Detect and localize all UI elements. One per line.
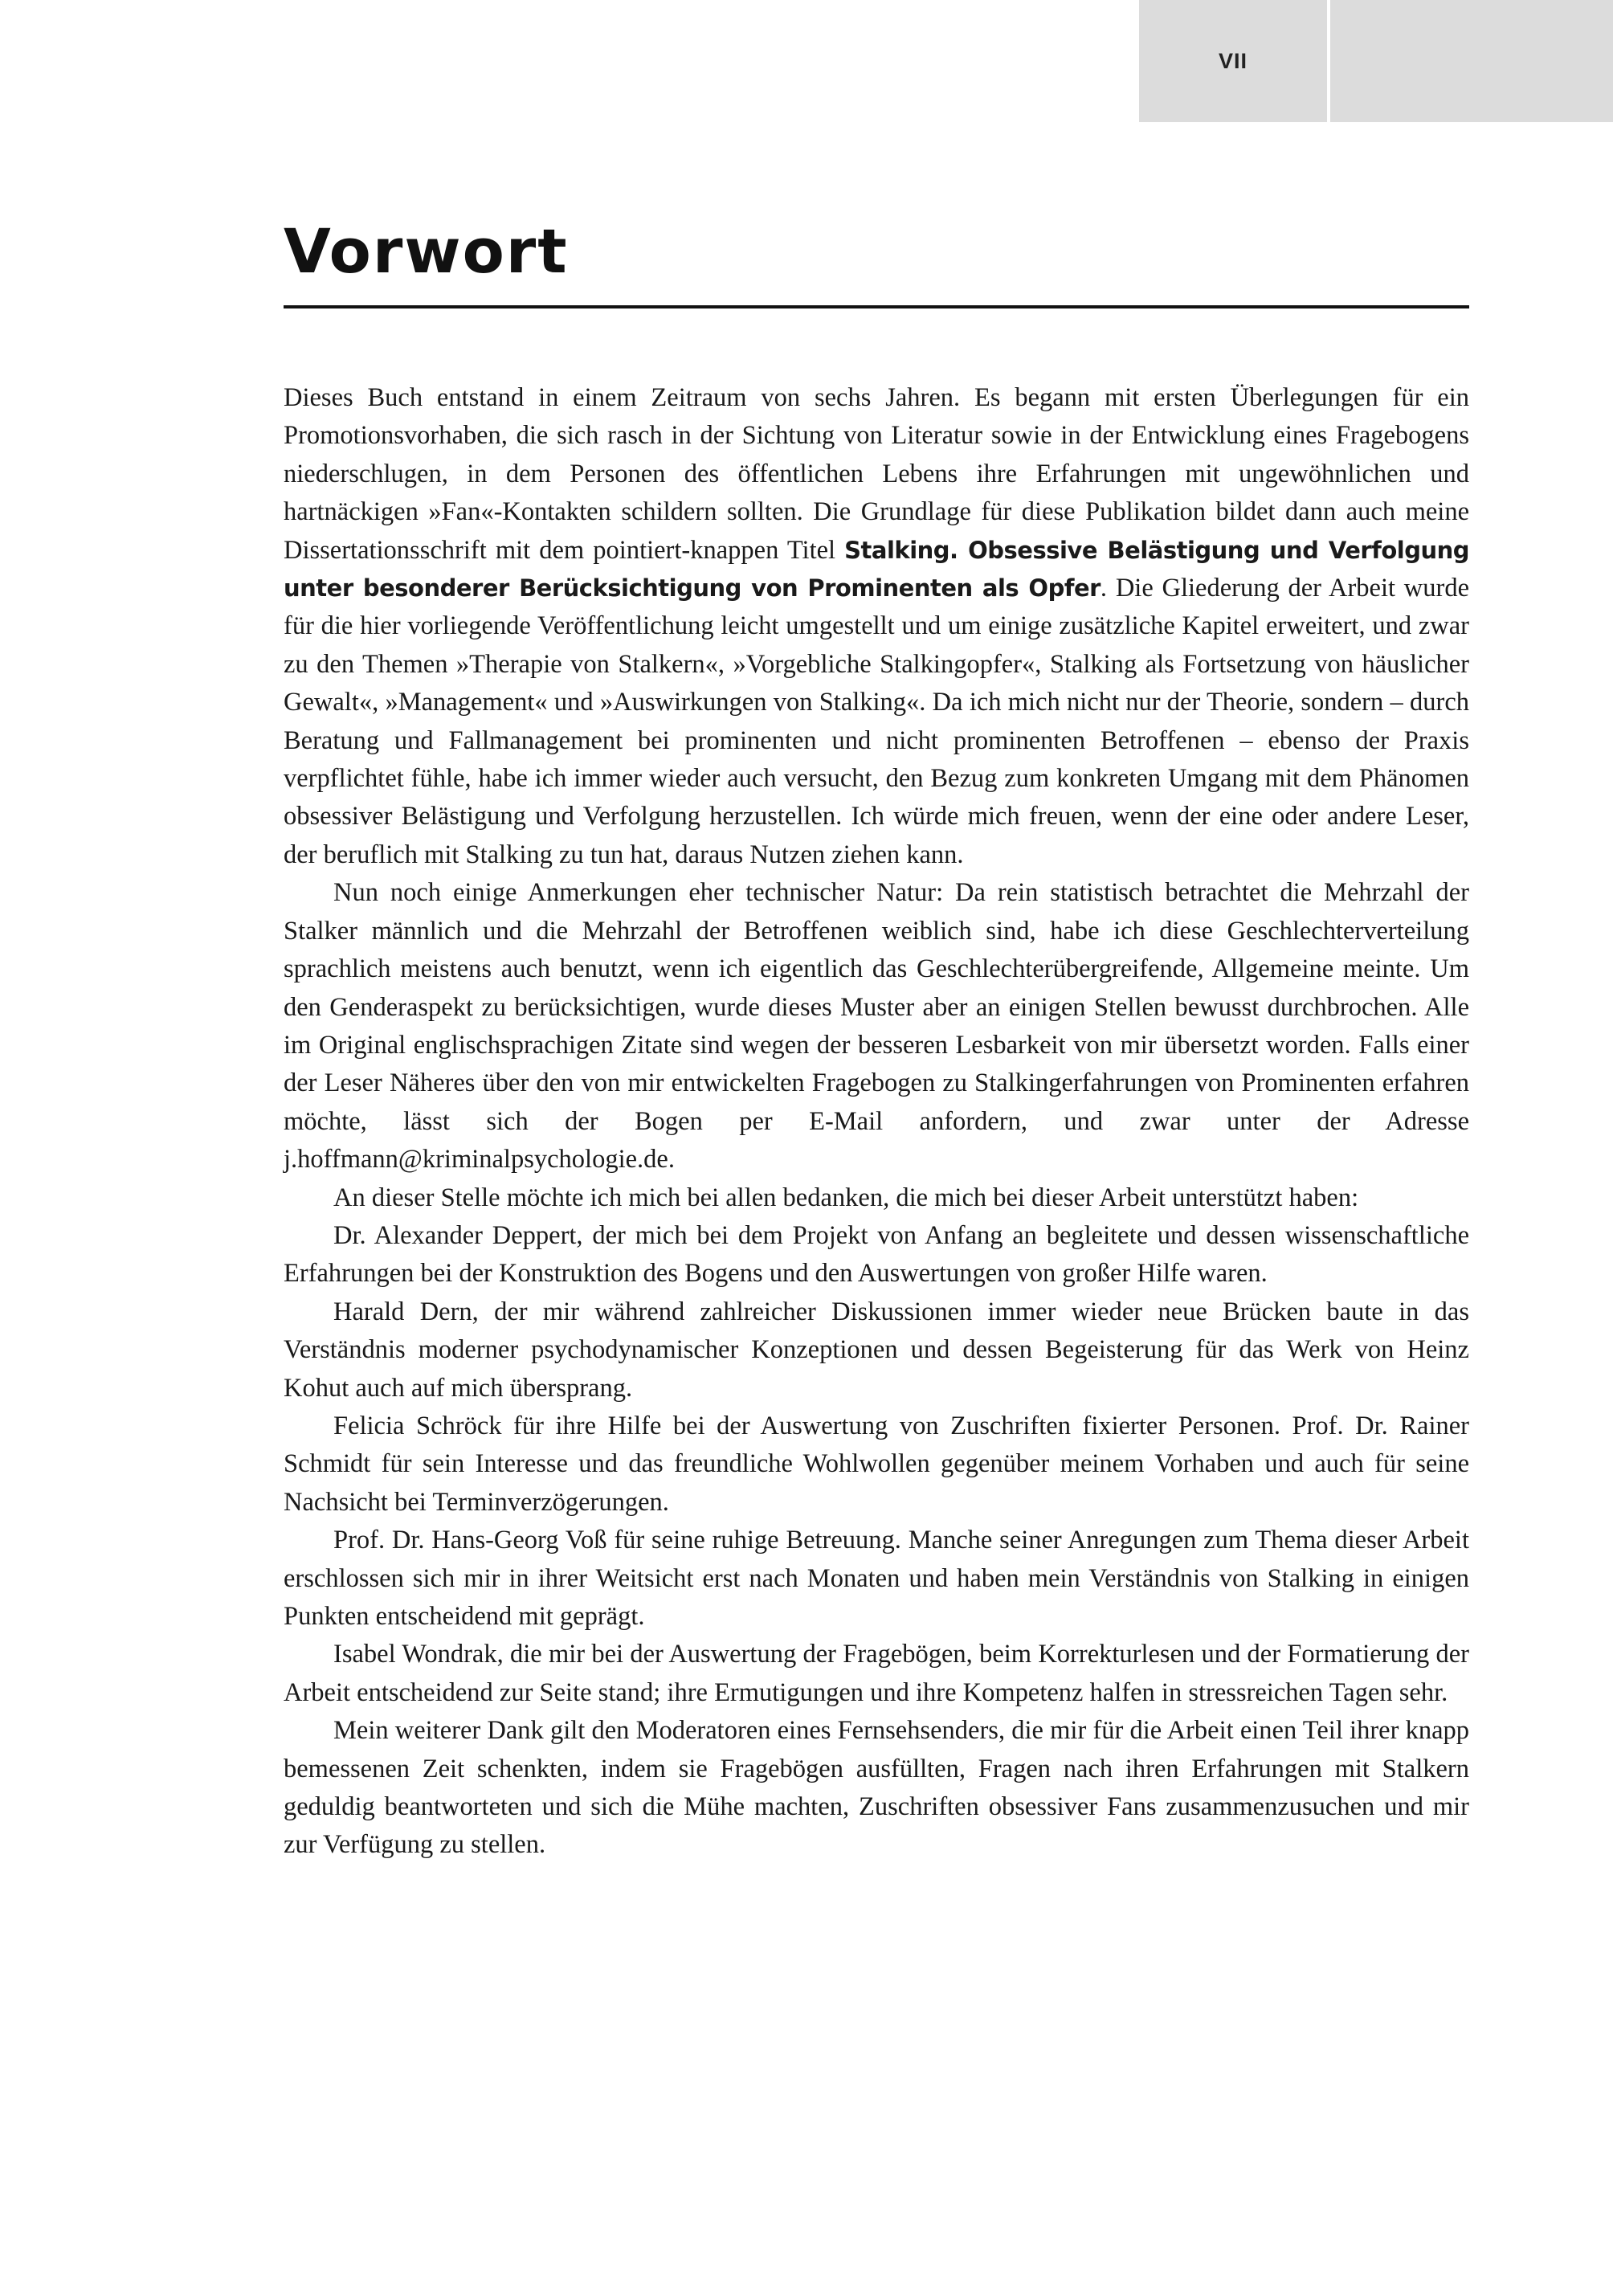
paragraph-thanks-schroeck-schmidt: Felicia Schröck für ihre Hilfe bei der Auswertung von Zuschriften fixierter Personen. Prof. Dr. Rainer Schmidt für sein Interesse und das freundliche Wohlwollen gegenüber meinem Vorhaben und auch für seine Nachsicht bei Terminverzögerungen. <box>284 1411 1469 1517</box>
paragraph-thanks-intro: An dieser Stelle möchte ich mich bei allen bedanken, die mich bei dieser Arbeit unterstützt haben: <box>333 1183 1359 1212</box>
intro-text-part1: Dieses Buch entstand in einem Zeitraum von sechs Jahren. Es begann mit ersten Überlegungen für ein Promotionsvorhaben, die sich rasch in der Sichtung von Literatur sowie in der Entwicklung eines Fragebogens niederschlugen, in dem Personen des öffentlichen Lebens ihre Erfahrungen mit ungewöhnlichen und hartnäckigen »Fan«-Kontakten schildern sollten. Die Grundlage für diese Publikation bildet dann auch meine Dissertationsschrift mit dem pointiert-knappen Titel <box>284 383 1469 565</box>
paragraph-thanks-wondrak: Isabel Wondrak, die mir bei der Auswertung der Fragebögen, beim Korrekturlesen und der Formatierung der Arbeit entscheidend zur Seite stand; ihre Ermutigungen und ihre Kompetenz halfen in stressreichen Tagen sehr. <box>284 1640 1469 1707</box>
book-title: Stalking. Obsessive Belästigung und Verfolgung unter besonderer Berücksichtigung von Prominenten als Opfer <box>284 536 1470 603</box>
paragraph-technical-notes: Nun noch einige Anmerkungen eher technischer Natur: Da rein statistisch betrachtet die Mehrzahl der Stalker männlich und die Mehrzahl der Betroffenen weiblich sind, habe ich diese Geschlechterverteilung sprachlich meistens auch benutzt, wenn ich eigentlich das Geschlechterübergreifende, Allgemeine meinte. Um den Genderaspekt zu berücksichtigen, wurde dieses Muster aber an einigen Stellen bewusst durchbrochen. Alle im Original englischsprachigen Zitate sind wegen der besseren Lesbarkeit von mir übersetzt worden. Falls einer der Leser Näheres über den von mir entwickelten Fragebogen zu Stalkingerfahrungen von Prominenten erfahren möchte, lässt sich der Bogen per E-Mail anfordern, und zwar unter der Adresse j.hoffmann@kriminalpsychologie.de. <box>284 878 1469 1175</box>
paragraph-thanks-moderators: Mein weiterer Dank gilt den Moderatoren eines Fernsehsenders, die mir für die Arbeit einen Teil ihrer knapp bemessenen Zeit schenkten, indem sie Fragebögen ausfüllten, Fragen nach ihren Erfahrungen mit Stalkern geduldig beantworteten und sich die Mühe machten, Zuschriften obsessiver Fans zusammenzusuchen und mir zur Verfügung zu stellen. <box>284 1716 1469 1860</box>
title-rule <box>284 305 1469 308</box>
page-number-tab <box>1139 0 1327 122</box>
paragraph-thanks-deppert: Dr. Alexander Deppert, der mich bei dem Projekt von Anfang an begleitete und dessen wissenschaftliche Erfahrungen bei der Konstruktion des Bogens und den Auswertungen von großer Hilfe waren. <box>284 1220 1469 1289</box>
paragraph-thanks-dern: Harald Dern, der mir während zahlreicher Diskussionen immer wieder neue Brücken baute in das Verständnis moderner psychodynamischer Konzeptionen und dessen Begeisterung für das Werk von Heinz Kohut auch auf mich übersprang. <box>284 1297 1469 1403</box>
page-title: Vorwort <box>284 215 569 287</box>
page-number: VII <box>1218 48 1248 73</box>
body-text <box>284 379 1469 1865</box>
header-tab-decoration <box>1330 0 1613 122</box>
intro-text-part2: . Die Gliederung der Arbeit wurde für die hier vorliegende Veröffentlichung leicht umgestellt und um einige zusätzliche Kapitel erweitert, und zwar zu den Themen »Therapie von Stalkern«, »Vorgebliche Stalkingopfer«, Stalking als Fortsetzung von häuslicher Gewalt«, »Management« und »Auswirkungen von Stalking«. Da ich mich nicht nur der Theorie, sondern – durch Beratung und Fallmanagement bei prominenten und nicht prominenten Betroffenen – ebenso der Praxis verpflichtet fühle, habe ich immer wieder auch versucht, den Bezug zum konkreten Umgang mit dem Phänomen obsessiver Belästigung und Verfolgung herzustellen. Ich würde mich freuen, wenn der eine oder andere Leser, der beruflich mit Stalking zu tun hat, daraus Nutzen ziehen kann. <box>284 574 1469 869</box>
intro-paragraph <box>284 379 1469 874</box>
paragraph-thanks-voss: Prof. Dr. Hans-Georg Voß für seine ruhige Betreuung. Manche seiner Anregungen zum Thema dieser Arbeit erschlossen sich mir in ihrer Weitsicht erst nach Monaten und haben mein Verständnis von Stalking in einigen Punkten entscheidend mit geprägt. <box>284 1526 1469 1631</box>
